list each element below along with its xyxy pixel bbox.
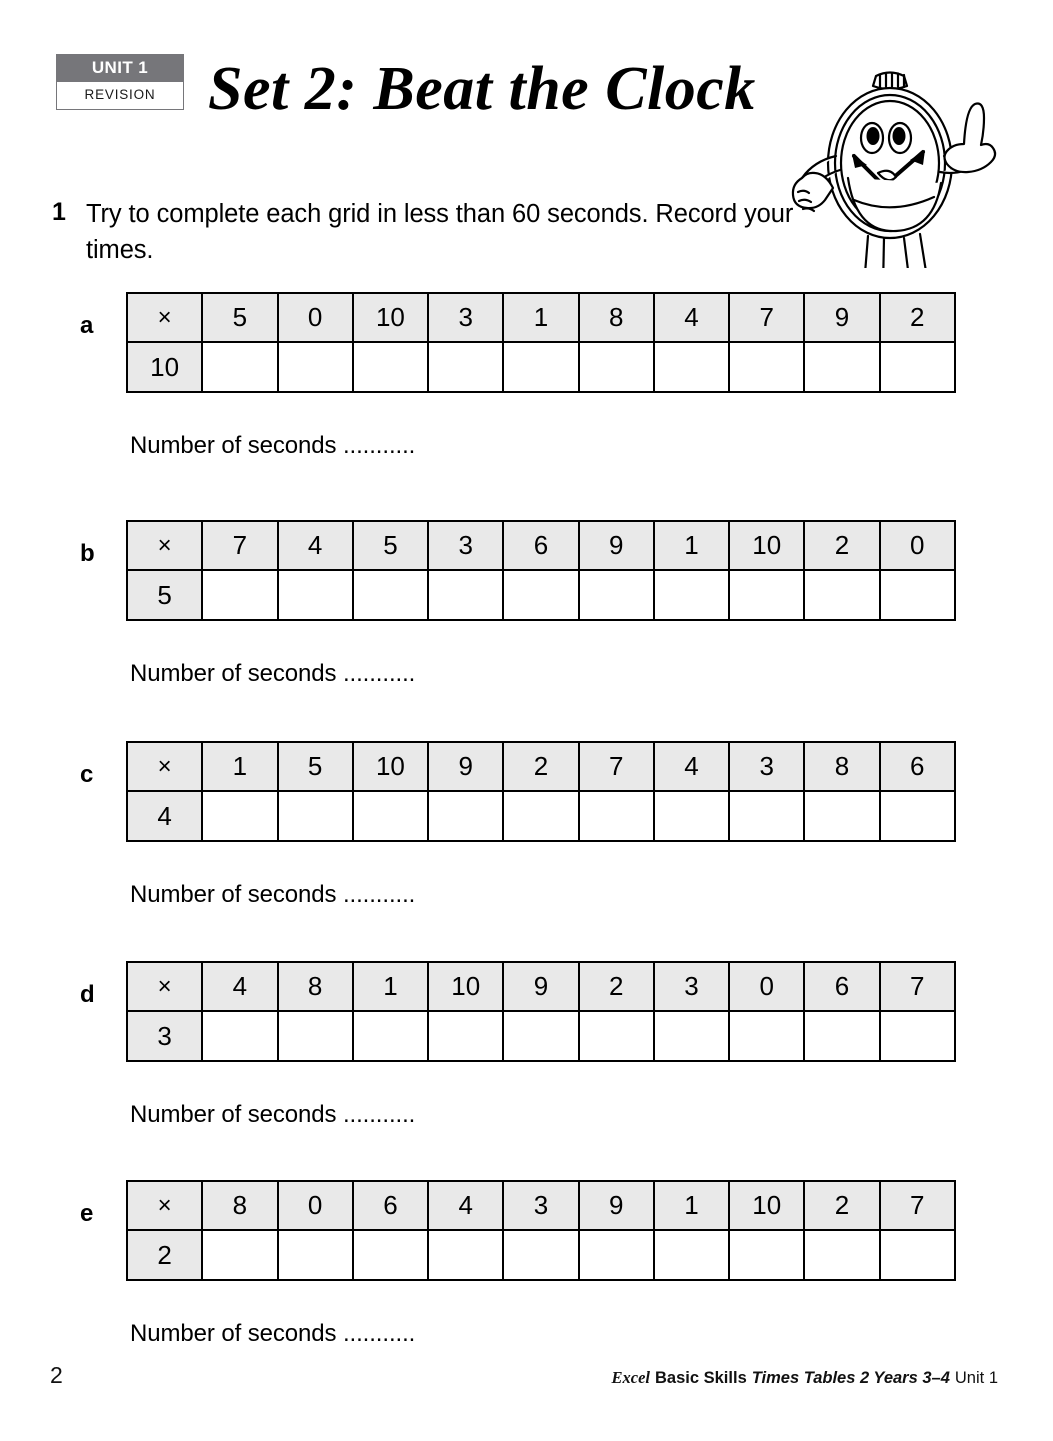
answer-cell[interactable] xyxy=(579,1011,654,1061)
seconds-answer-line-a[interactable]: Number of seconds ........... xyxy=(130,432,416,459)
table-row xyxy=(127,962,955,1011)
factor-cell: 3 xyxy=(654,962,729,1011)
table-row xyxy=(127,1181,955,1230)
factor-cell: 1 xyxy=(654,1181,729,1230)
answer-cell[interactable] xyxy=(202,342,277,392)
factor-cell: 7 xyxy=(579,742,654,791)
multiplier-cell: 2 xyxy=(127,1230,202,1280)
factor-cell: 9 xyxy=(804,293,879,342)
table-row xyxy=(127,791,955,841)
factor-cell: 3 xyxy=(428,521,503,570)
table-row xyxy=(127,293,955,342)
revision-label: REVISION xyxy=(56,82,184,110)
answer-cell[interactable] xyxy=(353,1230,428,1280)
factor-cell: 4 xyxy=(654,742,729,791)
answer-cell[interactable] xyxy=(503,1230,578,1280)
answer-cell[interactable] xyxy=(579,570,654,620)
factor-cell: 7 xyxy=(880,962,955,1011)
times-grid-b xyxy=(126,520,956,621)
factor-cell: 4 xyxy=(278,521,353,570)
answer-cell[interactable] xyxy=(880,1230,955,1280)
factor-cell: 3 xyxy=(503,1181,578,1230)
grid-letter-d: d xyxy=(80,981,95,1008)
answer-cell[interactable] xyxy=(202,570,277,620)
factor-cell: 10 xyxy=(353,293,428,342)
table-row xyxy=(127,742,955,791)
factor-cell: 10 xyxy=(428,962,503,1011)
factor-cell: 9 xyxy=(428,742,503,791)
factor-cell: 0 xyxy=(278,293,353,342)
grid-letter-e: e xyxy=(80,1200,94,1227)
seconds-answer-line-e[interactable]: Number of seconds ........... xyxy=(130,1320,416,1347)
answer-cell[interactable] xyxy=(428,1011,503,1061)
multiplier-cell: 5 xyxy=(127,570,202,620)
page-number: 2 xyxy=(50,1362,63,1388)
grid-letter-a: a xyxy=(80,312,94,339)
times-grid-c xyxy=(126,741,956,842)
factor-cell: 1 xyxy=(654,521,729,570)
answer-cell[interactable] xyxy=(880,570,955,620)
factor-cell: 5 xyxy=(278,742,353,791)
multiplier-cell: 3 xyxy=(127,1011,202,1061)
answer-cell[interactable] xyxy=(804,342,879,392)
times-grid-a xyxy=(126,292,956,393)
factor-cell: 1 xyxy=(353,962,428,1011)
times-grid-e xyxy=(126,1180,956,1281)
question-number: 1 xyxy=(52,198,66,226)
grid-letter-c: c xyxy=(80,761,94,788)
factor-cell: 9 xyxy=(503,962,578,1011)
answer-cell[interactable] xyxy=(353,791,428,841)
factor-cell: 2 xyxy=(503,742,578,791)
page-footer xyxy=(0,1362,1053,1402)
factor-cell: 0 xyxy=(880,521,955,570)
factor-cell: 8 xyxy=(202,1181,277,1230)
seconds-answer-line-b[interactable]: Number of seconds ........... xyxy=(130,660,416,687)
footer-credit xyxy=(612,1368,998,1388)
imprint-name: Basic Skills xyxy=(655,1369,747,1387)
answer-cell[interactable] xyxy=(804,791,879,841)
operator-cell: × xyxy=(127,962,202,1011)
footer-unit: Unit 1 xyxy=(954,1369,998,1387)
answer-cell[interactable] xyxy=(729,342,804,392)
factor-cell: 8 xyxy=(804,742,879,791)
answer-cell[interactable] xyxy=(428,1230,503,1280)
seconds-answer-line-d[interactable]: Number of seconds ........... xyxy=(130,1101,416,1128)
factor-cell: 6 xyxy=(880,742,955,791)
factor-cell: 0 xyxy=(729,962,804,1011)
answer-cell[interactable] xyxy=(880,1011,955,1061)
page-title: Set 2: Beat the Clock xyxy=(208,55,756,123)
answer-cell[interactable] xyxy=(729,1011,804,1061)
answer-cell[interactable] xyxy=(579,1230,654,1280)
factor-cell: 0 xyxy=(278,1181,353,1230)
operator-cell: × xyxy=(127,1181,202,1230)
table-row xyxy=(127,521,955,570)
factor-cell: 3 xyxy=(428,293,503,342)
operator-cell: × xyxy=(127,742,202,791)
answer-cell[interactable] xyxy=(804,1230,879,1280)
answer-cell[interactable] xyxy=(202,1230,277,1280)
answer-cell[interactable] xyxy=(654,570,729,620)
question-text: Try to complete each grid in less than 60 seconds. Record your times. xyxy=(86,200,794,265)
answer-cell[interactable] xyxy=(428,791,503,841)
answer-cell[interactable] xyxy=(503,570,578,620)
answer-cell[interactable] xyxy=(729,791,804,841)
answer-cell[interactable] xyxy=(503,791,578,841)
answer-cell[interactable] xyxy=(654,342,729,392)
answer-cell[interactable] xyxy=(503,1011,578,1061)
operator-cell: × xyxy=(127,521,202,570)
factor-cell: 8 xyxy=(278,962,353,1011)
factor-cell: 2 xyxy=(880,293,955,342)
answer-cell[interactable] xyxy=(880,791,955,841)
answer-cell[interactable] xyxy=(278,570,353,620)
factor-cell: 10 xyxy=(729,521,804,570)
factor-cell: 10 xyxy=(729,1181,804,1230)
question-1 xyxy=(52,196,832,268)
answer-cell[interactable] xyxy=(579,791,654,841)
answer-cell[interactable] xyxy=(654,1230,729,1280)
answer-cell[interactable] xyxy=(579,342,654,392)
unit-label: UNIT 1 xyxy=(56,54,184,82)
multiplier-cell: 10 xyxy=(127,342,202,392)
factor-cell: 4 xyxy=(654,293,729,342)
factor-cell: 2 xyxy=(804,521,879,570)
answer-cell[interactable] xyxy=(202,791,277,841)
factor-cell: 2 xyxy=(579,962,654,1011)
answer-cell[interactable] xyxy=(729,570,804,620)
answer-cell[interactable] xyxy=(353,342,428,392)
factor-cell: 8 xyxy=(579,293,654,342)
answer-cell[interactable] xyxy=(804,570,879,620)
answer-cell[interactable] xyxy=(654,791,729,841)
answer-cell[interactable] xyxy=(353,570,428,620)
operator-cell: × xyxy=(127,293,202,342)
times-grid-d xyxy=(126,961,956,1062)
table-row xyxy=(127,1011,955,1061)
publisher-name: Excel xyxy=(611,1368,651,1387)
multiplier-cell: 4 xyxy=(127,791,202,841)
factor-cell: 6 xyxy=(503,521,578,570)
answer-cell[interactable] xyxy=(278,791,353,841)
answer-cell[interactable] xyxy=(503,342,578,392)
factor-cell: 4 xyxy=(202,962,277,1011)
answer-cell[interactable] xyxy=(654,1011,729,1061)
seconds-answer-line-c[interactable]: Number of seconds ........... xyxy=(130,881,416,908)
factor-cell: 2 xyxy=(804,1181,879,1230)
answer-cell[interactable] xyxy=(278,1230,353,1280)
answer-cell[interactable] xyxy=(428,570,503,620)
answer-cell[interactable] xyxy=(880,342,955,392)
factor-cell: 6 xyxy=(804,962,879,1011)
factor-cell: 5 xyxy=(202,293,277,342)
unit-revision-badge xyxy=(56,54,184,110)
answer-cell[interactable] xyxy=(428,342,503,392)
table-row xyxy=(127,570,955,620)
factor-cell: 9 xyxy=(579,521,654,570)
factor-cell: 7 xyxy=(880,1181,955,1230)
factor-cell: 1 xyxy=(503,293,578,342)
factor-cell: 10 xyxy=(353,742,428,791)
answer-cell[interactable] xyxy=(729,1230,804,1280)
factor-cell: 5 xyxy=(353,521,428,570)
answer-cell[interactable] xyxy=(278,342,353,392)
factor-cell: 6 xyxy=(353,1181,428,1230)
answer-cell[interactable] xyxy=(202,1011,277,1061)
table-row xyxy=(127,1230,955,1280)
factor-cell: 1 xyxy=(202,742,277,791)
series-name: Times Tables 2 Years 3–4 xyxy=(751,1369,950,1387)
table-row xyxy=(127,342,955,392)
answer-cell[interactable] xyxy=(804,1011,879,1061)
answer-cell[interactable] xyxy=(353,1011,428,1061)
factor-cell: 7 xyxy=(202,521,277,570)
factor-cell: 3 xyxy=(729,742,804,791)
factor-cell: 4 xyxy=(428,1181,503,1230)
factor-cell: 7 xyxy=(729,293,804,342)
answer-cell[interactable] xyxy=(278,1011,353,1061)
factor-cell: 9 xyxy=(579,1181,654,1230)
grid-letter-b: b xyxy=(80,540,95,567)
